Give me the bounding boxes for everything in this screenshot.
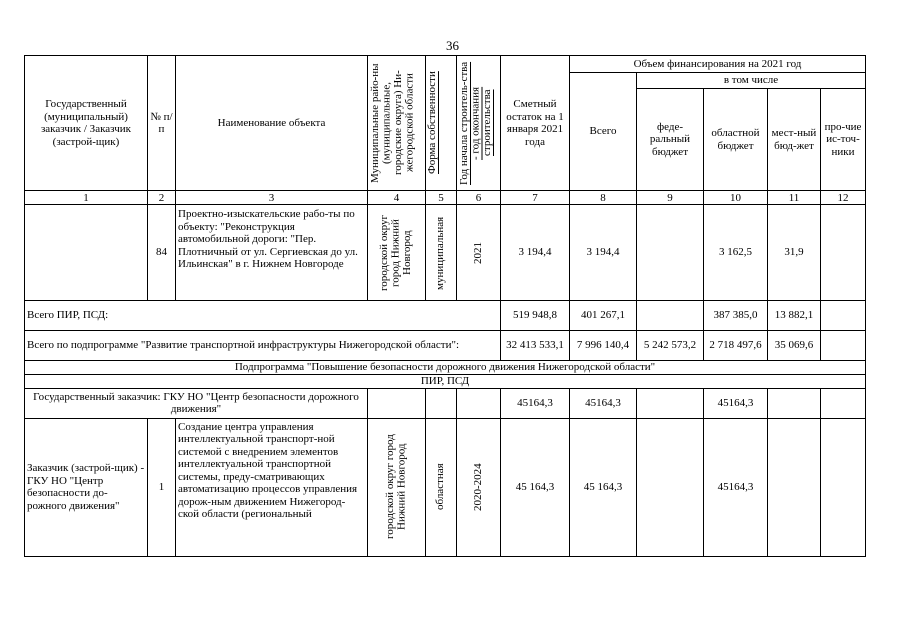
row1-ownership-text: областная: [434, 463, 447, 511]
colnum-10: 10: [704, 191, 768, 205]
header-ownership-text: Форма собственности: [426, 71, 438, 175]
customer-district: [368, 388, 426, 418]
header-including: в том числе: [637, 73, 866, 89]
row84-years-text: 2021: [471, 241, 484, 264]
header-customer: Государственный (муниципальный) заказчик / Заказчик (застрой-щик): [25, 56, 148, 191]
row84-federal: [637, 205, 704, 301]
total-pir-remainder: 519 948,8: [501, 301, 570, 331]
header-regional: областной бюджет: [704, 89, 768, 191]
row84-customer: [25, 205, 148, 301]
row84-ownership-text: муниципальная: [434, 215, 447, 290]
total-sub-other: [821, 331, 866, 361]
row84-remainder: 3 194,4: [501, 205, 570, 301]
row1-local: [768, 418, 821, 556]
total-sub-remainder: 32 413 533,1: [501, 331, 570, 361]
table-row: [25, 205, 866, 301]
total-pir-label: Всего ПИР, ПСД:: [25, 301, 501, 331]
row84-total: 3 194,4: [570, 205, 637, 301]
row84-regional: 3 162,5: [704, 205, 768, 301]
row1-object-name: Создание центра управления интеллектуальной транспорт-ной системой с внедрением элементов интеллектуальной транспортной системы, преду-сматривающих автоматизацию процессов управления дорож-ным движением Нижегород-ской области (региональный: [176, 418, 368, 556]
customer-years: [457, 388, 501, 418]
header-district: [368, 56, 426, 191]
row1-number: 1: [148, 418, 176, 556]
colnum-4: 4: [368, 191, 426, 205]
header-federal: феде-ральный бюджет: [637, 89, 704, 191]
header-local: мест-ный бюд-жет: [768, 89, 821, 191]
row1-ownership: [426, 418, 457, 556]
header-total: Всего: [570, 73, 637, 191]
row1-remainder: 45 164,3: [501, 418, 570, 556]
financing-table: [24, 55, 866, 557]
total-pir-regional: 387 385,0: [704, 301, 768, 331]
row84-number: 84: [148, 205, 176, 301]
table-row: [25, 418, 866, 556]
colnum-9: 9: [637, 191, 704, 205]
row84-object-name: Проектно-изыскательские рабо-ты по объекту: "Реконструкция автомобильной дороги: "Пер. Плотничный от ул. Сергиевская до ул. Ильинская" в г. Нижнем Новгороде: [176, 205, 368, 301]
customer-other: [821, 388, 866, 418]
colnum-2: 2: [148, 191, 176, 205]
customer-local: [768, 388, 821, 418]
row1-years: [457, 418, 501, 556]
header-ownership: [426, 56, 457, 191]
customer-ownership: [426, 388, 457, 418]
total-sub-label: Всего по подпрограмме "Развитие транспортной инфраструктуры Нижегородской области":: [25, 331, 501, 361]
header-years: [457, 56, 501, 191]
colnum-7: 7: [501, 191, 570, 205]
colnum-6: 6: [457, 191, 501, 205]
header-number: № п/п: [148, 56, 176, 191]
customer-label: Государственный заказчик: ГКУ НО "Центр безопасности дорожного движения": [25, 388, 368, 418]
total-sub-federal: 5 242 573,2: [637, 331, 704, 361]
row1-federal: [637, 418, 704, 556]
subprogram-title: Подпрограмма "Повышение безопасности дорожного движения Нижегородской области": [25, 361, 866, 375]
total-sub-local: 35 069,6: [768, 331, 821, 361]
row84-district: [368, 205, 426, 301]
row1-district: [368, 418, 426, 556]
total-pir-total: 401 267,1: [570, 301, 637, 331]
customer-remainder: 45164,3: [501, 388, 570, 418]
total-sub-regional: 2 718 497,6: [704, 331, 768, 361]
row1-other: [821, 418, 866, 556]
colnum-3: 3: [176, 191, 368, 205]
total-pir-other: [821, 301, 866, 331]
total-sub-total: 7 996 140,4: [570, 331, 637, 361]
row84-ownership: [426, 205, 457, 301]
row1-regional: 45164,3: [704, 418, 768, 556]
section-title: ПИР, ПСД: [25, 374, 866, 388]
header-other: про-чие ис-точ-ники: [821, 89, 866, 191]
customer-federal: [637, 388, 704, 418]
header-funding: Объем финансирования на 2021 год: [570, 56, 866, 73]
row1-years-text: 2020-2024: [471, 463, 484, 511]
customer-total: 45164,3: [570, 388, 637, 418]
total-pir-federal: [637, 301, 704, 331]
header-district-text: Муниципальные райо-ны (муниципальные, городские округа) Ни-жегородской области: [368, 63, 415, 183]
header-object-name: Наименование объекта: [176, 56, 368, 191]
colnum-1: 1: [25, 191, 148, 205]
header-remainder: Сметный остаток на 1 января 2021 года: [501, 56, 570, 191]
row84-years: [457, 205, 501, 301]
page-number: 36: [446, 38, 459, 53]
customer-regional: 45164,3: [704, 388, 768, 418]
colnum-11: 11: [768, 191, 821, 205]
row84-district-text: городской округ город Нижний Новгород: [378, 214, 414, 291]
total-pir-local: 13 882,1: [768, 301, 821, 331]
table-row: [25, 301, 866, 331]
row1-district-text: городской округ город Нижний Новгород: [384, 434, 408, 540]
header-years-text: Год начала строитель-ства - год окончания строительства: [457, 61, 493, 185]
row84-other: [821, 205, 866, 301]
colnum-8: 8: [570, 191, 637, 205]
row1-total: 45 164,3: [570, 418, 637, 556]
table-row: [25, 331, 866, 361]
colnum-5: 5: [426, 191, 457, 205]
row84-local: 31,9: [768, 205, 821, 301]
table-row: [25, 388, 866, 418]
colnum-12: 12: [821, 191, 866, 205]
row1-customer: Заказчик (застрой-щик) - ГКУ НО "Центр безопасности до-рожного движения": [25, 418, 148, 556]
